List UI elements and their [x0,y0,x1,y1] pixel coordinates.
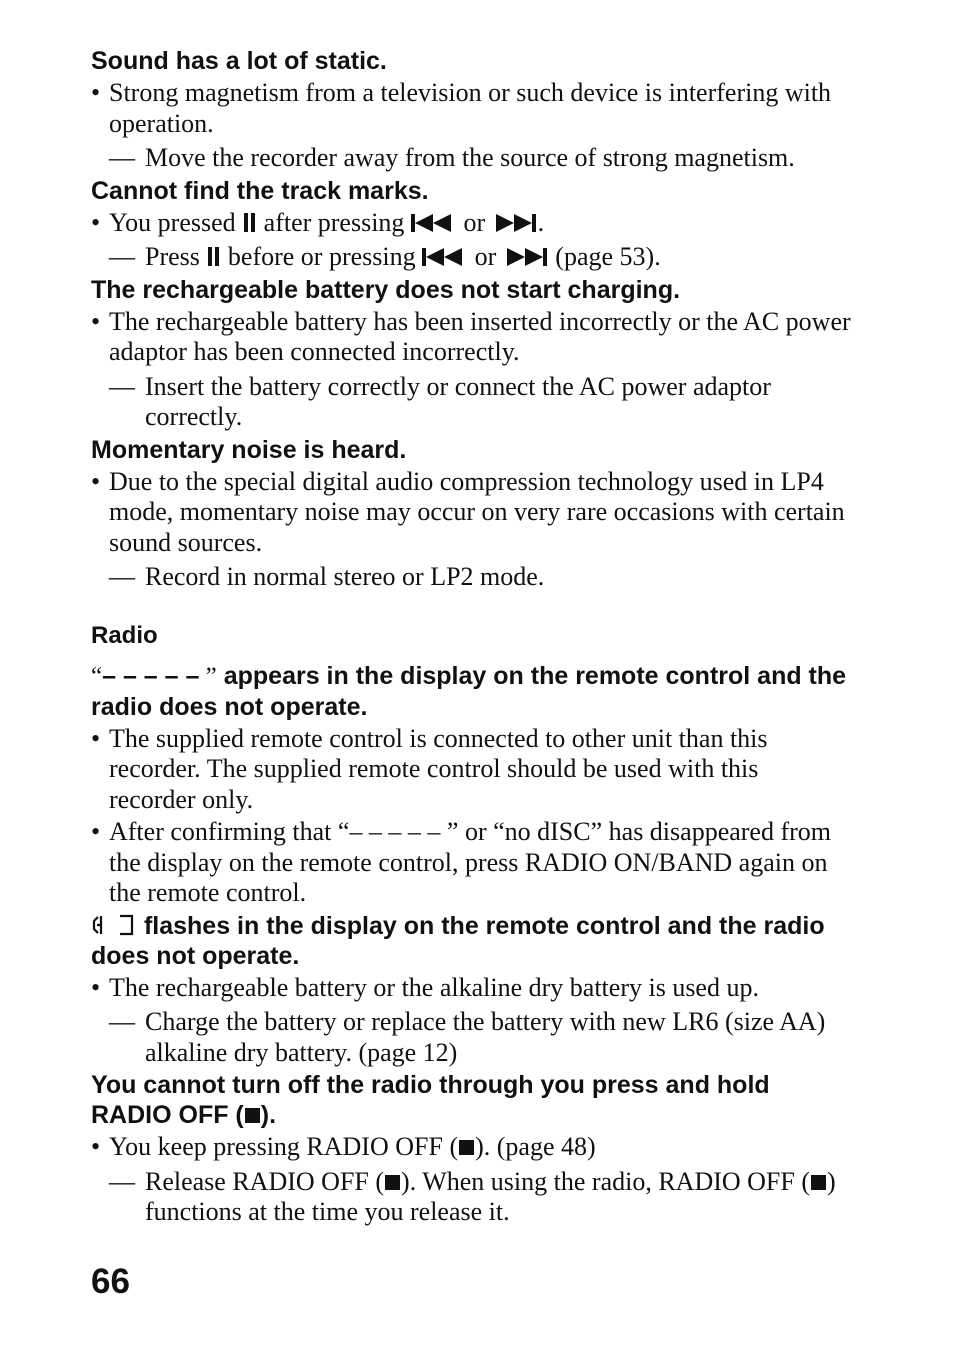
cause-text-a: You keep pressing RADIO OFF ( [109,1132,459,1161]
next-track-icon [492,213,538,233]
cause-text: The supplied remote control is connected to other unit than this recorder. The supplied remote control should be used with this recorder only. [109,723,768,814]
remedy-text: Record in normal stereo or LP2 mode. [145,562,545,591]
remedy-text-c: ) functions at the time you release it. [145,1166,836,1226]
quote-close: ” [199,662,217,690]
battery-empty-icon [91,913,137,937]
cause-text: After confirming that “– – – – – ” or “no dISC” has disappeared from the display on the remote control, press RADIO ON/BAND again on the remote control. [109,817,832,907]
dash-marker: — [109,562,135,591]
bullet-marker: • [91,972,101,1002]
cause-text: Due to the special digital audio compression technology used in LP4 mode, momentary noise may occur on very rare occasions with certain sound sources. [109,466,845,557]
dash-marker: — [109,242,135,271]
bullet-marker: • [91,723,101,753]
remedy-trackmarks [91,242,851,273]
remedy-text-a: Press [145,242,200,271]
cause-radio-battery [91,973,851,1004]
cause-text-b: ). (page 48) [475,1132,596,1161]
dash-marker: — [109,143,135,172]
cause-text: The rechargeable battery or the alkaline dry battery is used up. [109,972,759,1002]
stop-icon [811,1175,826,1190]
dash-display: – – – – – [102,661,200,690]
remedy-text: Insert the battery correctly or connect the AC power adaptor correctly. [145,371,771,431]
cause-text-a: You pressed [109,207,236,237]
heading-text: appears in the display on the remote control and the radio does not operate. [91,661,847,721]
cause-trackmarks [91,208,851,239]
section-title-radio: Radio [91,621,158,649]
stop-icon [385,1175,400,1190]
bullet-marker: • [91,78,101,107]
remedy-static [91,143,851,174]
remedy-end: (page 53). [555,242,661,271]
heading-radio-battery [91,911,851,971]
dash-marker: — [109,371,135,401]
bullet-marker: • [91,1132,101,1161]
heading-radio-off [91,1070,851,1130]
cause-text: The rechargeable battery has been inserted incorrectly or the AC power adaptor has been connected incorrectly. [109,306,851,366]
troubleshooting-page [91,46,851,1228]
remedy-radio-battery [91,1007,851,1068]
remedy-charging [91,372,851,433]
remedy-text-a: Release RADIO OFF ( [145,1166,385,1196]
remedy-radio-off [91,1167,851,1228]
bullet-marker: • [91,306,101,336]
stop-icon [245,1108,260,1123]
pause-icon [208,247,219,266]
remedy-text-b: before or pressing [227,242,416,271]
bullet-marker: • [91,466,101,496]
remedy-text: Move the recorder away from the source of strong magnetism. [145,143,795,172]
next-track-icon [503,247,549,267]
heading-text-a: You cannot turn off the radio through you press and hold RADIO OFF ( [91,1071,770,1129]
dash-marker: — [109,1007,135,1036]
heading-radio-display [91,661,851,722]
heading-trackmarks: Cannot find the track marks. [91,176,429,205]
bullet-marker: • [91,207,101,237]
cause-or: or [463,207,486,237]
remedy-text: Charge the battery or replace the battery with new LR6 (size AA) alkaline dry battery. (page 12) [145,1007,826,1067]
heading-static: Sound has a lot of static. [91,47,387,75]
previous-track-icon [411,213,457,233]
cause-end: . [537,207,545,237]
remedy-noise [91,562,851,593]
cause-static [91,78,851,139]
dash-marker: — [109,1166,135,1196]
remedy-or: or [474,242,497,271]
cause-text-b: after pressing [263,207,405,237]
previous-track-icon [422,247,468,267]
stop-icon [459,1140,474,1155]
page-number: 66 [91,1262,130,1301]
cause-noise [91,467,851,559]
cause-text: Strong magnetism from a television or such device is interfering with operation. [109,78,832,138]
bullet-marker: • [91,817,101,846]
cause-radio-display-2 [91,817,851,909]
heading-charging: The rechargeable battery does not start charging. [91,275,681,304]
cause-radio-off [91,1132,851,1163]
cause-radio-display-1 [91,724,851,816]
pause-icon [244,213,255,232]
heading-text-b: ). [260,1101,277,1129]
remedy-text-b: ). When using the radio, RADIO OFF ( [401,1166,811,1196]
quote-open: “ [91,662,103,690]
cause-charging [91,307,851,368]
heading-noise: Momentary noise is heard. [91,435,407,464]
heading-text: flashes in the display on the remote control and the radio does not operate. [91,911,825,970]
